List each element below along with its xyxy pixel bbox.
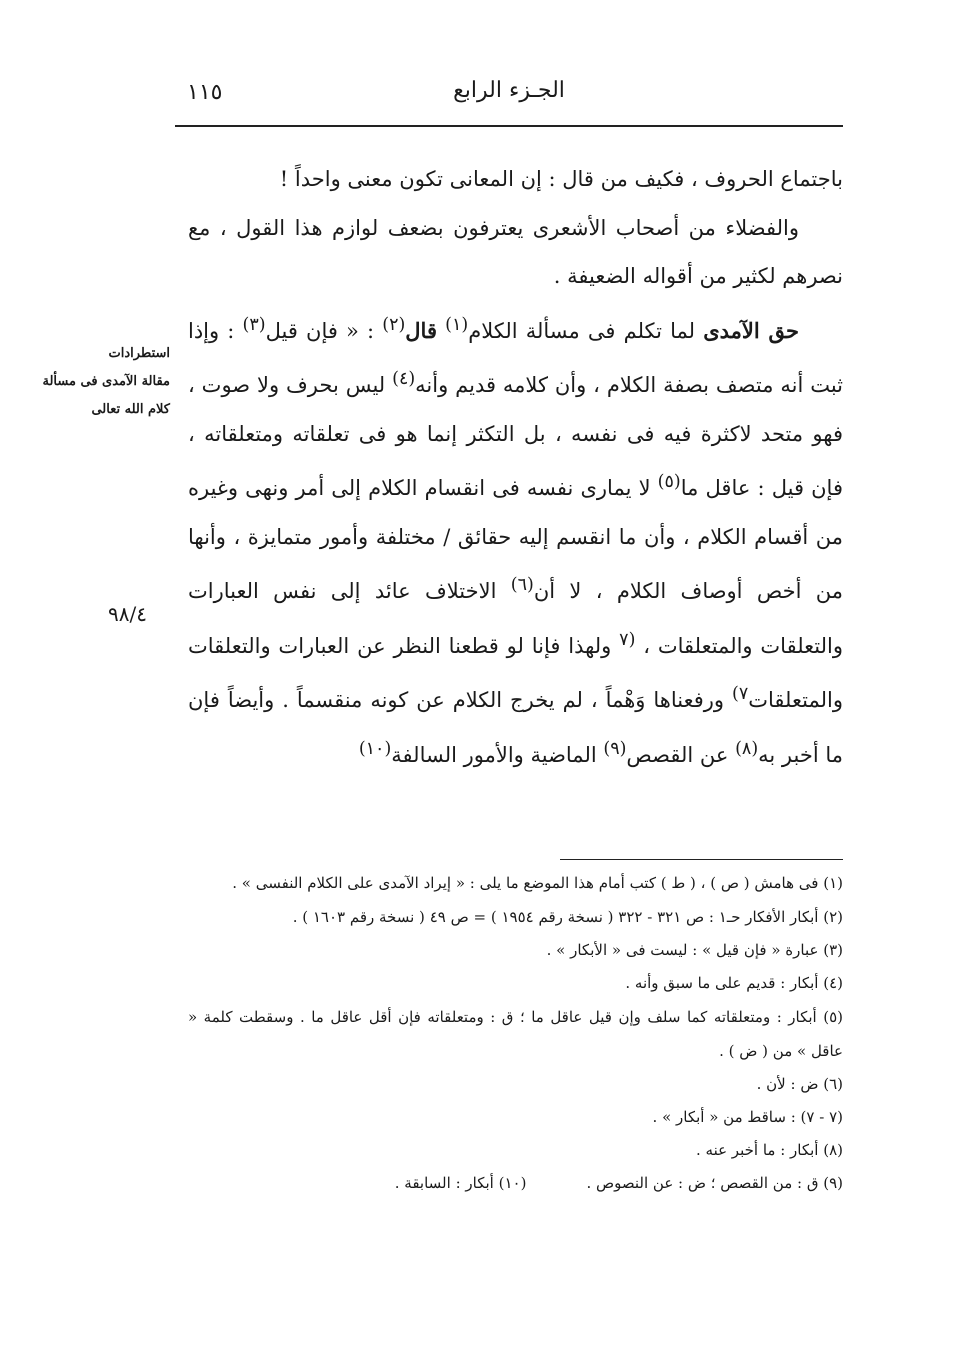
margin-note — [20, 340, 170, 424]
text-segment-9: عن القصص — [626, 742, 736, 767]
footnote-rule — [560, 859, 843, 860]
page-number: ١١٥ — [187, 80, 223, 105]
footnote-ref-10: (١٠) — [358, 738, 392, 759]
text-segment-1: لما تكلم فى مسألة الكلام — [468, 318, 704, 343]
footnote-ref-3: (٣) — [242, 314, 266, 335]
margin-note-line: مقالة الآمدى فى مسألة — [42, 374, 170, 389]
text-segment-8: ورفعناها وَهْماً ، لم يخرج الكلام عن كونه منقسماً . وأيضاً فإن ما أخبر به — [188, 688, 843, 767]
footnote-10: (١٠) أبكار : السابقة . — [394, 1174, 527, 1192]
footnote-ref-7-open: (٧ — [619, 629, 636, 650]
paragraph-3 — [188, 301, 843, 780]
space — [437, 319, 445, 343]
page-header — [175, 72, 843, 120]
footnote-ref-1: (١) — [445, 314, 469, 335]
footnote-8: (٨) أبكار : ما أخبر عنه . — [695, 1141, 843, 1159]
margin-page-reference: ٩٨/٤ — [108, 602, 147, 626]
text-segment-3: : وإذا ثبت أنه متصف بصفة الكلام ، وأن كلامه قديم وأنه — [188, 318, 843, 397]
footnote-ref-2: (٢) — [382, 314, 406, 335]
footnote-3: (٣) عبارة « فإن قيل » : ليست فى « الأبكار » . — [546, 941, 843, 959]
footnote-9: (٩) ق : من القصص ؛ ض : عن النصوص . — [586, 1174, 843, 1192]
text-segment-2: : « فإن قيل — [265, 318, 383, 343]
footnote-ref-7-close: ٧) — [732, 684, 749, 704]
footnote-ref-4: (٤) — [392, 369, 416, 389]
margin-note-line: استطرادات — [108, 346, 170, 361]
footnote-7: (٧ - ٧) : ساقط من « أبكار » . — [652, 1108, 843, 1126]
running-title: الجـزء الرابع — [453, 78, 565, 103]
footnotes — [188, 866, 843, 1200]
footnote-ref-5: (٥) — [657, 472, 681, 492]
footnote-6: (٦) ض : لأن . — [756, 1075, 843, 1093]
text-segment-6: الاختلاف عائد إلى نفس العبارات والتعلقات والمتعلقات ، — [188, 579, 843, 658]
footnote-ref-8: (٨) — [735, 738, 759, 759]
paragraph-2: والفضلاء من أصحاب الأشعرى يعترفون بضعف لوازم هذا القول ، مع نصرهم لكثير من أقواله الضعيفة . — [188, 215, 843, 288]
header-rule — [175, 125, 843, 127]
footnote-ref-9: (٩) — [603, 738, 627, 759]
section-lead: حق الآمدى — [703, 317, 799, 343]
margin-note-line: كلام الله تعالى — [91, 402, 170, 417]
qala-word: قال — [405, 317, 437, 343]
footnote-ref-6: (٦) — [510, 575, 534, 595]
footnote-5: (٥) أبكار : ومتعلقاته كما سلف وإن قيل عاقل ما ؛ ق : ومتعلقاته فإن أقل عاقل ما . وسقطت كلمة « عاقل » من ( ض ) . — [188, 1008, 843, 1060]
footnote-2: (٢) أبكار الأفكار حـ١ : ص ٣٢١ - ٣٢٢ ( نسخة رقم ١٩٥٤ ) = ص ٤٩ ( نسخة رقم ١٦٠٣ ) . — [292, 908, 843, 926]
paragraph-1: باجتماع الحروف ، فكيف من قال : إن المعانى تكون معنى واحداً ! — [279, 167, 843, 191]
text-segment-4: ليس بحرف ولا صوت ، فهو متحد لاكثرة فيه فى نفسه ، بل التكثر إنما هو فى تعلقاته ومتعلقاته ، فإن قيل : عاقل ما — [188, 373, 843, 500]
text-segment-5: لا يمارى نفسه فى انقسام الكلام إلى أمر ونهى وغيره من أقسام الكلام ، وأن ما انقسم إليه حقائق / مختلفة وأمور متمايزة ، وأنها من أخص أوصاف الكلام ، لا أن — [188, 476, 843, 603]
footnote-1: (١) فى هامش ( ص ) ، ( ط ) كتب أمام هذا الموضع ما يلى : « إيراد الآمدى على الكلام النفسى » . — [232, 874, 843, 892]
text-segment-10: الماضية والأمور السالفة — [391, 742, 604, 767]
footnote-4: (٤) أبكار : قديم على ما سبق وأنه . — [625, 974, 843, 992]
main-text — [188, 155, 843, 779]
footnote-9-10-line — [188, 1167, 843, 1200]
text-segment-7: ولهذا فإنا لو قطعنا النظر عن العبارات والتعلقات والمتعلقات — [188, 633, 843, 712]
